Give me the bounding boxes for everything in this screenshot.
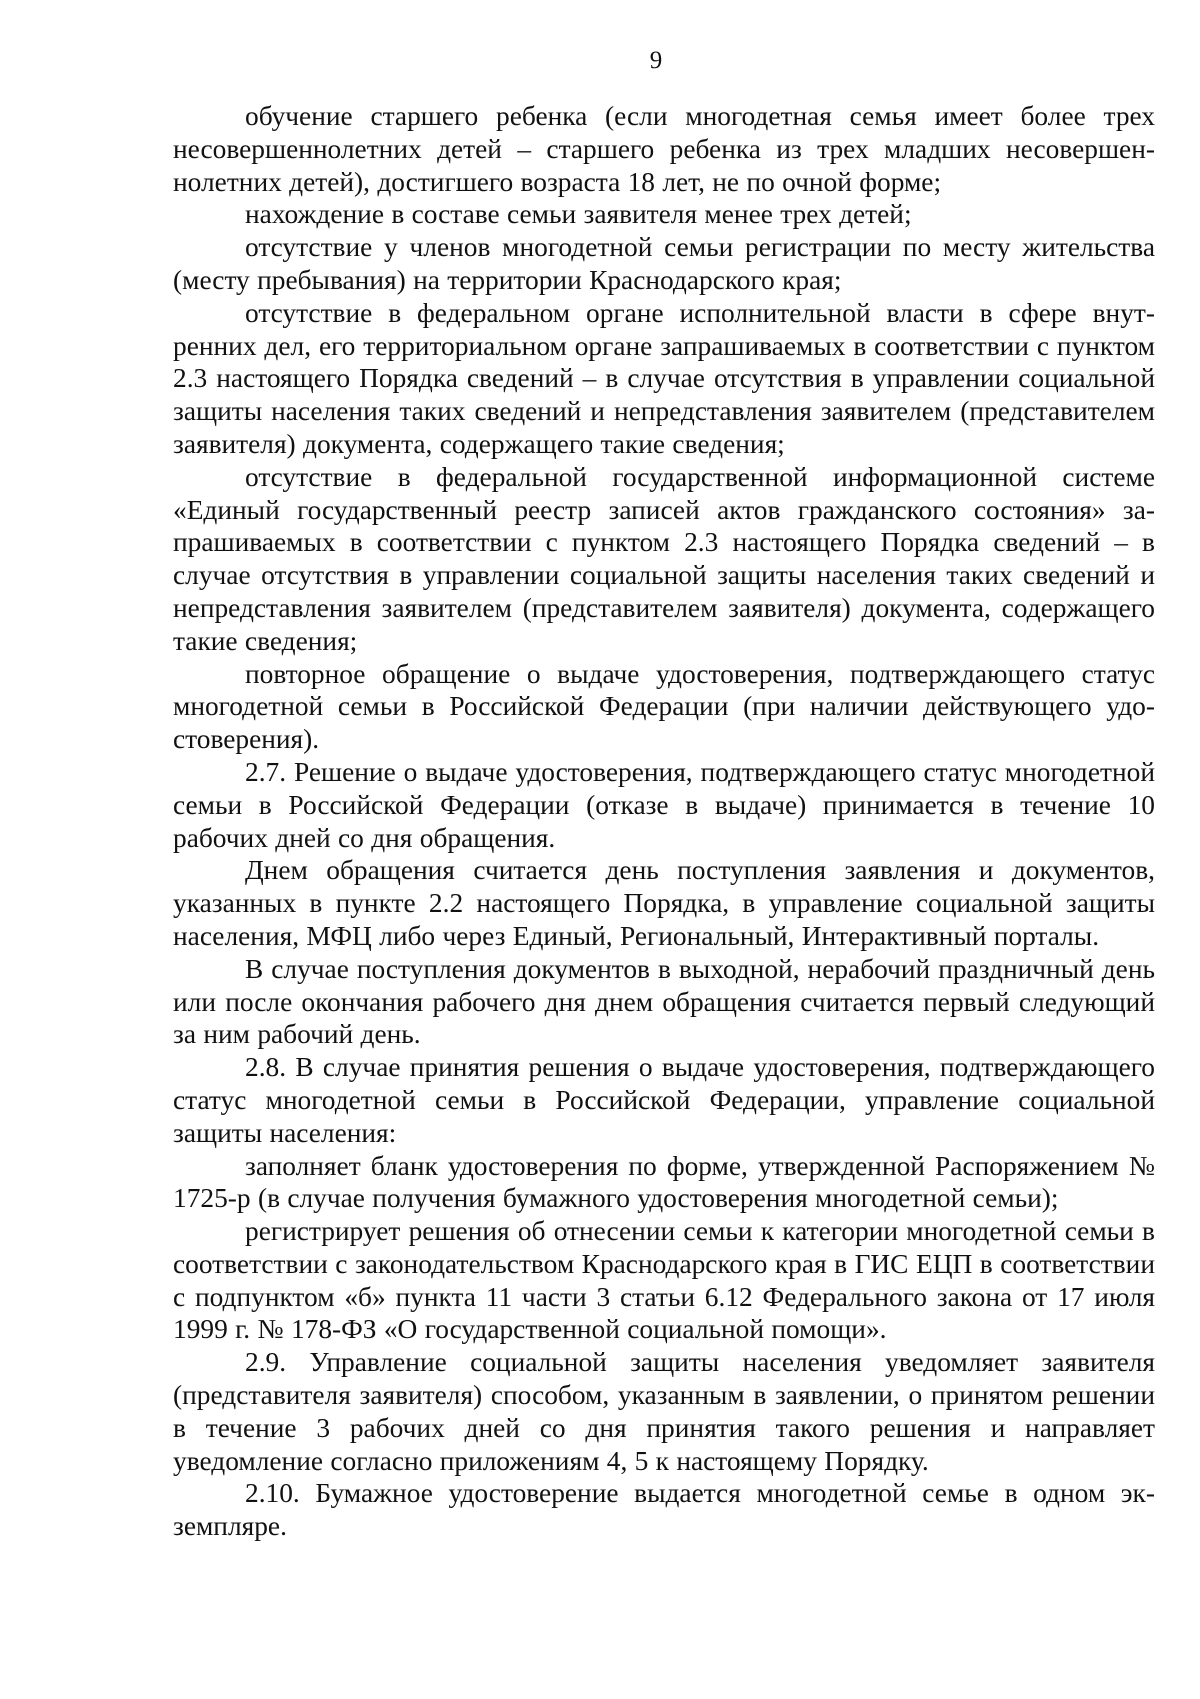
document-body <box>173 100 1155 1543</box>
paragraph-7: 2.7. Решение о выдаче удостоверения, подтверждающего статус многодетной семьи в Российской Федерации (отказе в выдаче) принимается в течение 10 рабочих дней со дня обращения. <box>173 756 1155 853</box>
paragraph-5: отсутствие в федеральной государственной информационной системе «Единый государственный реестр записей актов гражданского состояния» запрашиваемых в соответствии с пунктом 2.3 настоящего Порядка сведений – в случае отсутствия в управлении социальной защиты населения таких сведений и непредставления заявителем (представителем заявителя) документа, содержащего такие сведения; <box>173 461 1155 656</box>
paragraph-4: отсутствие в федеральном органе исполнительной власти в сфере внутренних дел, его территориальном органе запрашиваемых в соответствии с пунктом 2.3 настоящего Порядка сведений – в случае отсутствия в управлении социальной защиты населения таких сведений и непредставления заявителем (представителем заявителя) документа, содержащего такие сведения; <box>173 297 1155 459</box>
paragraph-12: регистрирует решения об отнесении семьи к категории многодетной семьи в соответствии с законодательством Краснодарского края в ГИС ЕЦП в соответствии с подпунктом «б» пункта 11 части 3 статьи 6.12 Федерального закона от 17 июля 1999 г. № 178-ФЗ «О государственной социальной помощи». <box>173 1216 1155 1345</box>
paragraph-13: 2.9. Управление социальной защиты населения уведомляет заявителя (представителя заявителя) способом, указанным в заявлении, о принятом решении в течение 3 рабочих дней со дня принятия такого решения и направляет уведомление согласно приложениям 4, 5 к настоящему Порядку. <box>173 1347 1155 1476</box>
paragraph-6: повторное обращение о выдаче удостоверения, подтверждающего статус многодетной семьи в Российской Федерации (при наличии действующего удостоверения). <box>173 658 1155 755</box>
paragraph-3: отсутствие у членов многодетной семьи регистрации по месту жительства (месту пребывания) на территории Краснодарского края; <box>173 232 1155 295</box>
paragraph-2: нахождение в составе семьи заявителя менее трех детей; <box>245 199 912 230</box>
paragraph-14: 2.10. Бумажное удостоверение выдается многодетной семье в одном экземпляре. <box>173 1478 1155 1542</box>
paragraph-11: заполняет бланк удостоверения по форме, утвержденной Распоряжением № 1725-р (в случае получения бумажного удостоверения многодетной семьи); <box>173 1150 1155 1214</box>
paragraph-8: Днем обращения считается день поступления заявления и документов, указанных в пункте 2.2 настоящего Порядка, в управление социальной защиты населения, МФЦ либо через Единый, Региональный, Интерактивный порталы. <box>173 855 1155 951</box>
paragraph-1: обучение старшего ребенка (если многодетная семья имеет более трех несовершеннолетних детей – старшего ребенка из трех младших несовершеннолетних детей), достигшего возраста 18 лет, не по очной форме; <box>173 101 1155 197</box>
paragraph-9: В случае поступления документов в выходной, нерабочий праздничный день или после окончания рабочего дня днем обращения считается первый следующий за ним рабочий день. <box>173 953 1155 1050</box>
page-number: 9 <box>649 47 663 74</box>
paragraph-10: 2.8. В случае принятия решения о выдаче удостоверения, подтверждающего статус многодетной семьи в Российской Федерации, управление социальной защиты населения: <box>173 1052 1155 1148</box>
